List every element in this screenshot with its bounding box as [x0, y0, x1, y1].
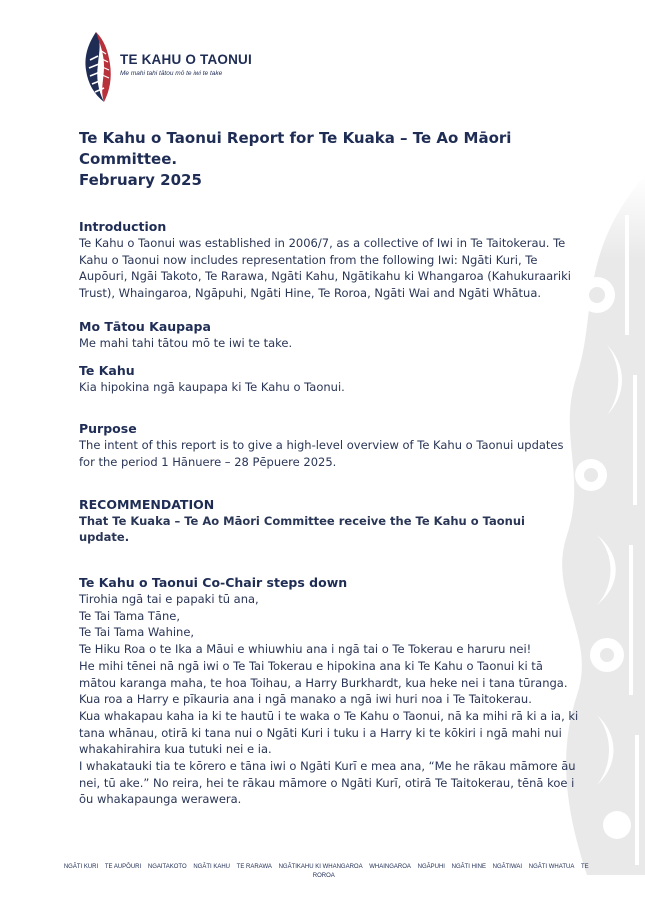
- logo-name: TE KAHU O TAONUI: [120, 52, 252, 67]
- report-title-line-2: February 2025: [79, 171, 202, 189]
- footer-iwi: WHAINGAROA: [369, 864, 411, 870]
- footer-iwi: NGĀTIWAI: [492, 864, 523, 870]
- cochair-line: Te Tai Tama Wahine,: [79, 625, 195, 640]
- cochair-line: Kua whakapau kaha ia ki te hautū i te waka o Te Kahu o Taonui, nā ka mihi rā ki a ia, ki tana whānau, otirā ki tana nui o Ngāti Kuri i tuku i a Harry ki te kōkiri i ngā mahi nui whakahirahira kua tutuki nei e ia.: [79, 708, 579, 757]
- cochair-line: Kua roa a Harry e pīkauria ana i ngā manako a ngā iwi huri noa i Te Taitokerau.: [79, 692, 532, 707]
- logo: [78, 30, 252, 105]
- footer-iwi: NGĀTI KURI: [63, 864, 99, 870]
- footer-iwi-list: [50, 863, 600, 881]
- tekahu-text: Kia hipokina ngā kaupapa ki Te Kahu o Taonui.: [79, 379, 345, 394]
- footer-iwi: TE ROROA: [312, 864, 589, 879]
- footer-iwi: NGĀTI HINE: [451, 864, 486, 870]
- kaupapa-text: Me mahi tahi tātou mō te iwi te take.: [79, 335, 293, 350]
- recommendation-text: That Te Kuaka – Te Ao Māori Committee receive the Te Kahu o Taonui update.: [79, 513, 525, 545]
- footer-iwi: NGĀTI WHATUA: [528, 864, 575, 870]
- cochair-heading: Te Kahu o Taonui Co-Chair steps down: [79, 575, 348, 591]
- cochair-line: Te Tai Tama Tāne,: [79, 608, 180, 623]
- kaupapa-heading: Mo Tātou Kaupapa: [79, 318, 211, 334]
- logo-mark-icon: [78, 30, 114, 104]
- cochair-line: I whakatauki tia te kōrero e tāna iwi o Ngāti Kurī e mea ana, “Me he rākau māmore āu nei, tū ake.” No reira, hei te rākau māmore o Ngāti Kurī, otirā Te Taitokerau, tēnā koe i ōu whakapaunga werawera.: [79, 759, 576, 807]
- footer-iwi: TE AUPŌURI: [104, 864, 142, 870]
- cochair-line: He mihi tēnei nā ngā iwi o Te Tai Tokerau e hipokina ana ki Te Kahu o Taonui ki tā mātou karanga maha, te hoa Toihau, a Harry Burkhardt, kua heke nei i tana tūranga.: [79, 658, 568, 690]
- report-title-line-1: Te Kahu o Taonui Report for Te Kuaka – Te Ao Māori Committee.: [79, 129, 512, 168]
- footer-iwi: NGĀTI KAHU: [193, 864, 230, 870]
- report-body: [79, 128, 579, 808]
- footer-iwi: NGĀPUHI: [417, 864, 445, 870]
- recommendation-heading: RECOMMENDATION: [79, 496, 215, 512]
- purpose-heading: Purpose: [79, 421, 137, 437]
- footer-iwi: NGĀTIKAHU KI WHANGAROA: [278, 864, 363, 870]
- footer-iwi: TE RARAWA: [236, 864, 272, 870]
- tekahu-heading: Te Kahu: [79, 362, 135, 378]
- cochair-line: Te Hiku Roa o te Ika a Māui e whiuwhiu ana i ngā tai o Te Tokerau e haruru nei!: [79, 642, 532, 657]
- cochair-line: Tirohia ngā tai e papaki tū ana,: [79, 592, 259, 607]
- purpose-text: The intent of this report is to give a high-level overview of Te Kahu o Taonui updates for the period 1 Hānuere – 28 Pēpuere 2025.: [79, 438, 564, 469]
- report-title: [79, 128, 579, 191]
- introduction-heading: Introduction: [79, 219, 167, 234]
- logo-tagline: Me mahi tahi tātou mō te iwi te take: [120, 70, 223, 77]
- footer-iwi: NGAITAKOTO: [147, 864, 187, 870]
- introduction-text: Te Kahu o Taonui was established in 2006/7, as a collective of Iwi in Te Taitokerau. Te Kahu o Taonui now includes representation from the following Iwi: Ngāti Kuri, Te Aupōuri, Ngāi Takoto, Te Rarawa, Ngāti Kahu, Ngātikahu ki Whangaroa (Kahukuraariki Trust), Whaingaroa, Ngāpuhi, Ngāti Hine, Te Roroa, Ngāti Wai and Ngāti Whātua.: [79, 236, 571, 301]
